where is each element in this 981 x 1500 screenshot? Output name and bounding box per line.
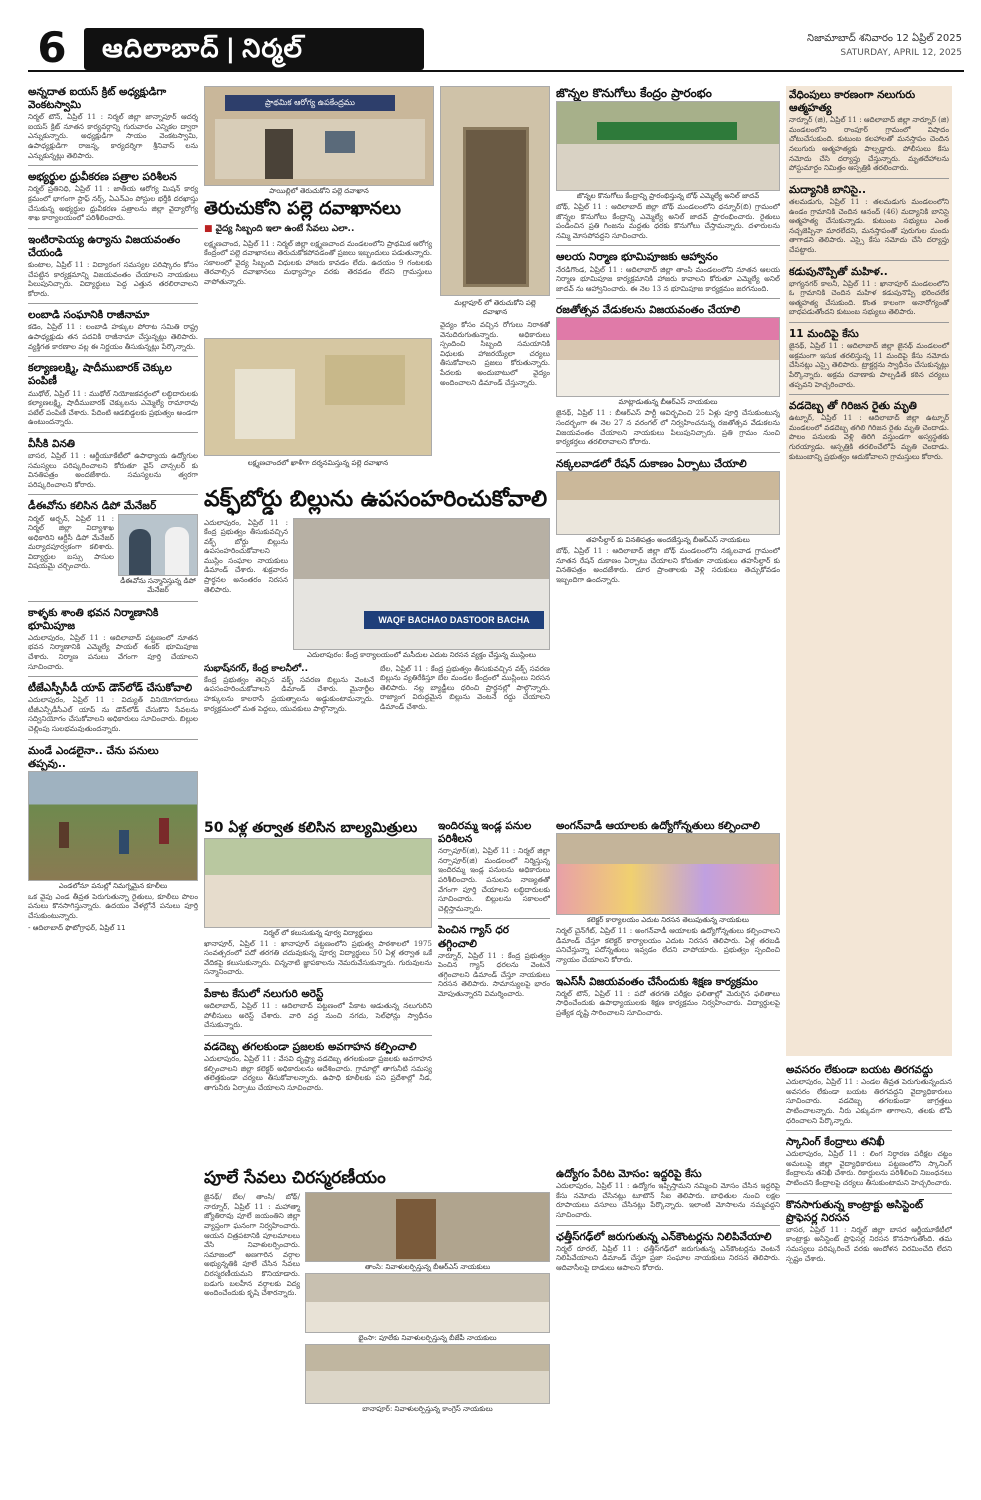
divider xyxy=(28,432,198,433)
group xyxy=(205,875,431,927)
column-1 xyxy=(28,86,198,1476)
date-telugu: నిజామాబాద్ శనివారం 12 ఏప్రిల్ 2025 xyxy=(807,33,962,44)
headline: కల్యాణలక్ష్మి, షాదీముబారక్ చెక్కుల పంపిణీ xyxy=(28,362,172,388)
story-body: ఎదులాపురం, ఏప్రిల్ 11 : వేసవి దృష్ట్యా వడదెబ్బ తగలకుండా ప్రజలకు అవగాహన కల్పించాలని జిల్లా కలెక్టర్ అధికారులను ఆదేశించారు. గ్రామాల్లో తాగునీటి సమస్య తలెత్తకుండా చర్యలు తీసుకోవాలన్నారు. ఉపాధి కూలీలకు పని ప్రదేశాల్లో నీడ, తాగునీరు ఏర్పాటు చేయాలని సూచించారు. xyxy=(204,1053,432,1092)
story xyxy=(28,438,198,490)
lead-text xyxy=(204,198,432,286)
waqf-headline: వక్ఫ్‌బోర్డు బిల్లును ఉపసంహరించుకోవాలి xyxy=(204,487,548,512)
section-title-2: నిర్మల్ xyxy=(242,34,303,64)
headline: మద్యానికి బానిసై.. xyxy=(789,183,866,196)
story-body: నర్సాపూర్(జి), ఏప్రిల్ 11 : నిర్మల్ జిల్లా నర్సాపూర్(జి) మండలంలో నిర్మిస్తున్న ఇందిరమ్మ ఇండ్ల పనులను అధికారులు పరిశీలించారు. పనులను నాణ్యతతో వేగంగా పూర్తి చేయాలని లబ్ధిదారులకు సూచించారు. బిల్లులను సకాలంలో చెల్లిస్తామన్నారు. xyxy=(438,846,550,913)
story xyxy=(28,86,198,160)
clinic-wall xyxy=(215,119,425,179)
group xyxy=(306,1371,549,1403)
protest-photo xyxy=(293,518,550,650)
divider xyxy=(28,494,198,495)
headline: 11 మందిపై కేసు xyxy=(789,328,859,340)
story-body: బోథ్, ఏప్రిల్ 11 : ఆదిలాబాద్ జిల్లా బోథ్ మండలంలోని ధన్నూర్(బి) గ్రామంలో జొన్నల కొనుగోలు కేంద్రాన్ని ఎమ్మెల్యే అనిల్ జాదవ్ ప్రారంభించారు. రైతులు పండించిన ప్రతి గింజను మద్దతు ధరకు కొనుగోలు చేస్తామన్నారు. దళారులను నమ్మి మోసపోవద్దని సూచించారు. xyxy=(556,202,780,240)
waqf-body-3: బేల, ఏప్రిల్ 11 : కేంద్ర ప్రభుత్వం తీసుకువచ్చిన వక్ఫ్ సవరణ బిల్లును వ్యతిరేకిస్తూ బేల మండల కేంద్రంలో ముస్లింలు నిరసన తెలిపారు. నల్ల బ్యాడ్జీలు ధరించి ప్రార్థనల్లో పాల్గొన్నారు. రాజ్యాంగ విరుద్ధమైన బిల్లును వెంటనే రద్దు చేయాలని డిమాండ్ చేశారు. xyxy=(380,663,550,711)
photo-caption: లక్ష్మణచాందలో ఖాళీగా దర్శనమిస్తున్న పల్లె దవాఖాన xyxy=(247,459,389,467)
headline: అంగన్‌వాడీ ఆయాలకు ఉద్యోగోన్నతులు కల్పించాలి xyxy=(556,820,760,832)
story-body: ఎదులాపురం, ఏప్రిల్ 11 : లింగ నిర్ధారణ పరీక్షల చట్టం అమలుపై జిల్లా వైద్యాధికారులు పట్టణంలోని స్కానింగ్ కేంద్రాలను తనిఖీ చేశారు. రికార్డులను పరిశీలించి నిబంధనలు పాటించని కేంద్రాలపై చర్యలు తీసుకుంటామని హెచ్చరించారు. xyxy=(786,1149,952,1187)
divider xyxy=(28,165,198,166)
story-body: ఎదులాపురం, ఏప్రిల్ 11 : ఉద్యోగం ఇప్పిస్తామని నమ్మించి మోసం చేసిన ఇద్దరిపై కేసు నమోదు చేసినట్లు టూటౌన్ సీఐ తెలిపారు. బాధితుల నుంచి లక్షల రూపాయలు వసూలు చేసినట్లు పేర్కొన్నారు. ఇలాంటి మోసాలను నమ్మవద్దని సూచించారు. xyxy=(556,1181,780,1219)
story xyxy=(28,682,198,734)
photo-caption: పాయిల్లిలో తెరుచుకోని పల్లె దవాఖాన xyxy=(269,187,369,195)
waqf-body: ఎదులాపురం, ఏప్రిల్ 11 : కేంద్ర ప్రభుత్వం తీసుకువచ్చిన వక్ఫ్ బోర్డు బిల్లును ఉపసంహరించుకోవాలని ముస్లిం సంఘాల నాయకులు డిమాండ్ చేశారు. శుక్రవారం ప్రార్థనల అనంతరం నిరసన తెలిపారు. xyxy=(204,517,288,594)
story xyxy=(556,304,780,447)
headline: ఇంటిరాపెయ్య ఉర్యాను విజయవంతం చేయండి xyxy=(28,233,181,259)
photo-caption: కలెక్టర్ కార్యాలయం ఎదుట నిరసన తెలుపుతున్న నాయకులు xyxy=(587,916,749,925)
divider xyxy=(438,918,550,919)
story-body: బాసర, ఏప్రిల్ 11 : ఆర్జీయూకేటీలో ఉపాధ్యాయ ఉద్యోగుల సమస్యలు పరిష్కరించాలని కోరుతూ వైస్ చాన్సలర్ కు వినతిపత్రం అందజేశారు. సమస్యలను త్వరగా పరిష్కరించాలని కోరారు. xyxy=(28,451,198,489)
story xyxy=(28,362,198,427)
story xyxy=(28,171,198,223)
clinic-door xyxy=(265,129,293,179)
clinic-window xyxy=(325,131,355,153)
headline: అన్నదాత ఐయస్ క్రిట్ అధ్యక్షుడిగా వెంకటస్వామి xyxy=(28,86,167,112)
story xyxy=(28,234,198,299)
masthead xyxy=(28,23,964,72)
section-title: ఆదిలాబాద్ | నిర్మల్ xyxy=(84,28,424,70)
jowar-centre-photo xyxy=(556,101,780,191)
statue xyxy=(396,1199,436,1259)
story-body: భాగ్యనగర్ కాలనీ, ఏప్రిల్ 11 : ఖానాపూర్ మండలంలోని ఓ గ్రామానికి చెందిన మహిళ కడుపునొప్పి భరించలేక ఆత్మహత్య చేసుకుంది. కొంత కాలంగా అనారోగ్యంతో బాధపడుతోందని కుటుంబ సభ్యులు తెలిపారు. xyxy=(789,278,949,317)
divider xyxy=(28,228,198,229)
headline: ఛత్తీస్‌గఢ్‌లో జరుగుతున్న ఎన్‌కౌంటర్లను నిలిపివేయాలి xyxy=(556,1230,772,1243)
petition-photo xyxy=(556,471,780,535)
story xyxy=(28,607,198,672)
headline: పూలే సేవలు చిరస్మరణీయం xyxy=(204,1168,386,1188)
waqf-body-2: కేంద్ర ప్రభుత్వం తెచ్చిన వక్ఫ్ సవరణ బిల్లును వెంటనే ఉపసంహరించుకోవాలని డిమాండ్ చేశారు. మైనార్టీల హక్కులను కాలరాసే ప్రయత్నాలను అడ్డుకుంటామన్నారు. కార్యక్రమంలో మత పెద్దలు, యువకులు పాల్గొన్నారు. xyxy=(204,674,374,713)
divider xyxy=(786,1193,952,1194)
lead-photo-row xyxy=(204,86,550,198)
women-group xyxy=(557,864,779,914)
waqf-photo-block xyxy=(293,518,550,661)
phule-photo-2 xyxy=(305,1273,550,1333)
story-body: తలమడుగు, ఏప్రిల్ 11 : తలమడుగు మండలంలోని ఉండం గ్రామానికి చెందిన ఆనంద్ (46) మద్యానికి బానిసై ఆత్మహత్య చేసుకున్నాడు. కుటుంబ సభ్యులు ఎంత నచ్చజెప్పినా మారలేదని, మనస్తాపంతో పురుగుల మందు తాగాడని తెలిపారు. ఎస్సై కేసు నమోదు చేసి దర్యాప్తు చేపట్టారు. xyxy=(789,196,949,254)
story-body: కడెం, ఏప్రిల్ 11 : లంబాడి హక్కుల పోరాట సమితి రాష్ట్ర ఉపాధ్యక్షుడు తన పదవికి రాజీనామా చేస్తున్నట్లు తెలిపారు. వ్యక్తిగత కారణాల వల్ల ఈ నిర్ణయం తీసుకున్నట్లు పేర్కొన్నారు. xyxy=(28,322,198,351)
story-row xyxy=(28,514,198,596)
divider xyxy=(556,1225,780,1226)
lead-story-block xyxy=(204,86,550,482)
anganwadi-photo xyxy=(556,833,780,915)
clinic-signboard: ప్రాథమిక ఆరోగ్య ఉపకేంద్రము xyxy=(225,95,395,111)
photo-caption: మాట్లాడుతున్న బీఆర్ఎస్ నాయకులు xyxy=(618,398,718,407)
clinic-door-photo xyxy=(440,86,550,296)
headline: అవసరం లేకుండా బయట తిరగవద్దు xyxy=(786,1064,933,1076)
story-body: జైనథ్, ఏప్రిల్ 11 : ఆదిలాబాద్ జిల్లా జైనథ్ మండలంలో అక్రమంగా ఇసుక తరలిస్తున్న 11 మందిపై కేసు నమోదు చేసినట్లు ఎస్సై తెలిపారు. ట్రాక్టర్లను స్వాధీనం చేసుకున్నట్లు పేర్కొన్నారు. అక్రమ రవాణాకు పాల్పడితే కఠిన చర్యలు తప్పవని హెచ్చరించారు. xyxy=(789,341,949,389)
story-body: నేరడిగొండ, ఏప్రిల్ 11 : ఆదిలాబాద్ జిల్లా తాంసి మండలంలోని నూతన ఆలయ నిర్మాణ భూమిపూజ కార్యక్రమానికి హాజరు కావాలని కోరుతూ ఎమ్మెల్యే అనిల్ జాదవ్ ను ఆహ్వానించారు. ఈ నెల 13 న భూమిపూజ కార్యక్రమం జరగనుంది. xyxy=(556,264,780,293)
divider xyxy=(789,394,949,395)
divider xyxy=(789,260,949,261)
dateline xyxy=(807,32,962,60)
photo-caption: డీఈవోను సన్మానిస్తున్న డిపో మేనేజర్ xyxy=(120,576,196,594)
group xyxy=(557,500,779,534)
protest-banner: WAQF BACHAO DASTOOR BACHA xyxy=(364,611,544,629)
headline: రజతోత్సవ వేడుకలను విజయవంతం చేయాలి xyxy=(556,304,741,317)
lead-body-2: వైద్యం కోసం వచ్చిన రోగులు నిరాశతో వెనుదిరుగుతున్నారు. అధికారులు స్పందించి సిబ్బంది సమయానికి విధులకు హాజరయ్యేలా చర్యలు తీసుకోవాలని ప్రజలు కోరుతున్నారు. పేదలకు అందుబాటులో వైద్యం అందించాలని డిమాండ్ చేస్తున్నారు. xyxy=(440,320,550,387)
divider xyxy=(789,322,949,323)
story-body: జైనథ్, ఏప్రిల్ 11 : బీఆర్ఎస్ పార్టీ ఆవిర్భవించి 25 ఏళ్లు పూర్తి చేసుకుంటున్న సందర్భంగా ఈ నెల 27 న వరంగల్ లో నిర్వహించనున్న రజతోత్సవ వేడుకలను విజయవంతం చేయాలని నాయకులు పిలుపునిచ్చారు. ప్రతి గ్రామం నుంచి కార్యకర్తలు తరలిరావాలని కోరారు. xyxy=(556,408,780,447)
story-body: ఎదులాపురం, ఏప్రిల్ 11 : విద్యుత్ వినియోగదారులు టీజీఎన్పీడీసీఎల్ యాప్ ను డౌన్‌లోడ్ చేసుకొని సేవలను సద్వినియోగం చేసుకోవాలని అధికారులు సూచించారు. బిల్లుల చెల్లింపు సులభమవుతుందన్నారు. xyxy=(28,695,198,734)
headline: ఇఎస్‌సీ విజయవంతం చేసేందుకు శిక్షణ కార్యక్రమం xyxy=(556,975,758,988)
story-body: నిర్మల్ రూరల్, ఏప్రిల్ 11 : ఛత్తీస్‌గఢ్‌లో జరుగుతున్న ఎన్‌కౌంటర్లను వెంటనే నిలిపివేయాలని డిమాండ్ చేస్తూ ప్రజా సంఘాల నాయకులు నిరసన తెలిపారు. ఆదివాసీలపై దాడులు ఆపాలని కోరారు. xyxy=(556,1243,780,1272)
story-body: ఖానాపూర్, ఏప్రిల్ 11 : ఖానాపూర్ పట్టణంలోని ప్రభుత్వ పాఠశాలలో 1975 సంవత్సరంలో పదో తరగతి చదువుకున్న పూర్వ విద్యార్థులు 50 ఏళ్ల తర్వాత ఒకే వేదికపై కలుసుకున్నారు. చిన్ననాటి జ్ఞాపకాలను నెమరువేసుకున్నారు. గురువులను సన్మానించారు. xyxy=(204,938,432,977)
divider xyxy=(28,601,198,602)
divider xyxy=(556,245,780,246)
story-photo xyxy=(118,514,198,576)
group xyxy=(306,1302,549,1332)
clinic-interior-photo xyxy=(204,338,432,456)
divider xyxy=(556,970,780,971)
party-scarves xyxy=(597,122,737,140)
headline: పెంచిన గ్యాస్ ధర తగ్గించాలి xyxy=(438,924,510,950)
photo-caption: నిర్మల్ లో కలుసుకున్న పూర్వ విద్యార్థులు xyxy=(263,928,373,937)
headline: అభ్యర్థుల ధ్రువీకరణ పత్రాల పరిశీలన xyxy=(28,171,177,184)
story-body: నార్నూర్ (జి), ఏప్రిల్ 11 : ఆదిలాబాద్ జిల్లా నార్నూర్ (జి) మండలంలోని రాంపూర్ గ్రామంలో విషాదం చోటుచేసుకుంది. కుటుంబ కలహాలతో మనస్తాపం చెందిన నలుగురు ఆత్మహత్యకు పాల్పడ్డారు. పోలీసులు కేసు నమోదు చేసి దర్యాప్తు చేస్తున్నారు. మృతదేహాలను పోస్టుమార్టం నిమిత్తం ఆస్పత్రికి తరలించారు. xyxy=(789,115,949,173)
person-figure xyxy=(129,529,151,575)
friends-photo xyxy=(204,838,432,928)
headline: టీజేఎస్పీసీడీ యాప్ డౌన్‌లోడ్ చేసుకోవాలి xyxy=(28,682,193,695)
page-number: 6 xyxy=(37,23,67,72)
headline: స్కానింగ్ కేంద్రాలు తనిఖీ xyxy=(786,1136,885,1149)
headline: కాళ్ళకు శాంతి భవన నిర్మాణానికి భూమిపూజ xyxy=(28,606,159,632)
story-body: కుంటాల, ఏప్రిల్ 11 : విద్యారంగ సమస్యల పరిష్కారం కోసం చేపట్టిన కార్యక్రమాన్ని విజయవంతం చేయాలని నాయకులు పిలుపునిచ్చారు. విద్యార్థులు పెద్ద ఎత్తున తరలిరావాలని కోరారు. xyxy=(28,259,198,298)
divider xyxy=(204,1035,432,1036)
story xyxy=(789,184,949,255)
wall-panel xyxy=(325,355,405,405)
headline: ఆలయ నిర్మాణ భూమిపూజకు ఆహ్వానం xyxy=(556,251,718,264)
waqf-row xyxy=(204,518,550,661)
divider xyxy=(28,303,198,304)
story-body: నిర్మల్ టౌన్, ఏప్రిల్ 11 : పదో తరగతి పరీక్షల ఫలితాల్లో మెరుగైన ఫలితాలు సాధించేందుకు ఉపాధ్యాయులకు శిక్షణ కార్యక్రమం నిర్వహించారు. విద్యార్థులపై ప్రత్యేక దృష్టి సారించాలని సూచించారు. xyxy=(556,988,780,1017)
story-body: ముథోల్, ఏప్రిల్ 11 : ముథోల్ నియోజకవర్గంలో లబ్ధిదారులకు కల్యాణలక్ష్మి, షాదీముబారక్ చెక్కులను ఎమ్మెల్యే రామారావు పటేల్ పంపిణీ చేశారు. పేదింటి ఆడబిడ్డలకు ప్రభుత్వం అండగా ఉంటుందన్నారు. xyxy=(28,388,198,427)
clinic-photo xyxy=(204,86,434,186)
phule-block xyxy=(204,1168,550,1484)
photo-caption: భైంసా: పూలేకు నివాళులర్పిస్తున్న బీజేపీ నాయకులు xyxy=(358,1334,497,1343)
closed-door xyxy=(463,127,529,287)
story xyxy=(786,1136,952,1188)
worker-figure xyxy=(59,822,69,848)
waqf-col-a xyxy=(204,664,374,714)
seated-leaders xyxy=(557,360,779,396)
photo-caption: ఎదులాపురం: కేంద్ర కార్యాలయంలో మసీదుల ఎదుట నిరసన వ్యక్తం చేస్తున్న ముస్లింలు xyxy=(307,650,536,659)
headline: మండే ఎండలైనా.. చేను పనులు తప్పవు.. xyxy=(28,744,159,770)
worker-figure xyxy=(119,830,129,854)
brs-meeting-photo xyxy=(556,317,780,397)
phule-photos xyxy=(305,1192,550,1415)
waqf-story-block xyxy=(204,486,550,814)
lead-body: లక్ష్మణచాంద, ఏప్రిల్ 11 : నిర్మల్ జిల్లా లక్ష్మణచాంద మండలంలోని ప్రాథమిక ఆరోగ్య కేంద్రంలో పల్లె దవాఖానలు తెరుచుకోకపోవడంతో ప్రజలు ఇబ్బందులు పడుతున్నారు. సకాలంలో వైద్య సిబ్బంది విధులకు హాజరు కావడం లేదు. ఉదయం 9 గంటలకు తెరవాల్సిన దవాఖానలు మధ్యాహ్నం వరకు తెరవడం లేదని గ్రామస్తులు వాపోతున్నారు. xyxy=(204,238,432,286)
headline: 50 ఏళ్ల తర్వాత కలిసిన బాల్యమిత్రులు xyxy=(204,820,418,836)
sink xyxy=(235,369,295,439)
story xyxy=(789,266,949,318)
lead-headline: తెరుచుకోని పల్లె దవాఖానలు xyxy=(204,198,402,219)
phule-photo-1 xyxy=(305,1192,550,1262)
divider xyxy=(28,739,198,740)
story-body: జైనథ్/ బేల/ తాంసి/ బోథ్/ నార్నూర్, ఏప్రిల్ 11 : మహాత్మా జ్యోతిరావు పూలే జయంతిని జిల్లా వ్యాప్తంగా ఘనంగా నిర్వహించారు. ఆయన చిత్రపటానికి పూలమాలలు వేసి నివాళులర్పించారు. సమాజంలో అణగారిన వర్గాల అభ్యున్నతికి పూలే చేసిన సేవలు చిరస్మరణీయమని కొనియాడారు. బడుగు బలహీన వర్గాలకు విద్య అందించేందుకు కృషి చేశారన్నారు. xyxy=(204,1192,300,1298)
story xyxy=(789,328,949,389)
farm-photo xyxy=(28,771,198,881)
headline: వేధింపులు కారణంగా నలుగురు ఆత్మహత్య xyxy=(789,89,916,115)
story-body: ఆదిలాబాద్, ఏప్రిల్ 11 : ఆదిలాబాద్ పట్టణంలో పేకాట ఆడుతున్న నలుగురిని పోలీసులు అరెస్ట్ చేశారు. వారి వద్ద నుంచి నగదు, సెల్‌ఫోన్లు స్వాధీనం చేసుకున్నారు. xyxy=(204,1001,432,1030)
photo-caption: తాంసి: నివాళులర్పిస్తున్న బీఆర్ఎస్ నాయకులు xyxy=(364,1263,491,1272)
story xyxy=(786,1199,952,1264)
crowd xyxy=(557,144,779,190)
story-body: నిర్మల్ అర్బన్, ఏప్రిల్ 11 : నిర్మల్ జిల్లా విద్యాశాఖ అధికారిని ఆర్టీసీ డిపో మేనేజర్ మర్యాదపూర్వకంగా కలిశారు. విద్యార్థుల బస్సు పాసుల విషయమై చర్చించారు. xyxy=(28,513,114,571)
lead-kicker: ■ వైద్య సిబ్బంది ఇలా ఉంటే సేవలు ఎలా.. xyxy=(204,224,432,236)
story xyxy=(789,400,949,461)
story xyxy=(28,309,198,351)
divider xyxy=(789,178,949,179)
headline: పేకాట కేసులో నలుగురి అరెస్ట్ xyxy=(204,987,324,1000)
divider xyxy=(786,1130,952,1131)
divider xyxy=(28,676,198,677)
divider xyxy=(28,356,198,357)
divider xyxy=(204,982,432,983)
column-4-lower xyxy=(786,1064,952,1484)
headline: వడదెబ్బ తగలకుండా ప్రజలకు అవగాహన కల్పించాలి xyxy=(204,1040,417,1053)
divider xyxy=(556,452,780,453)
story-body: బోథ్, ఏప్రిల్ 11 : ఆదిలాబాద్ జిల్లా బోథ్ మండలంలోని నక్కలవాడ గ్రామంలో నూతన రేషన్ దుకాణం ఏర్పాటు చేయాలని కోరుతూ నాయకులు తహసీల్దార్ కు వినతిపత్రం అందజేశారు. దూర ప్రాంతాలకు వెళ్లి సరుకులు తెచ్చుకోవడం ఇబ్బందిగా ఉందన్నారు. xyxy=(556,545,780,584)
story xyxy=(556,86,780,240)
photo-caption: తహసీల్దార్ కు వినతిపత్రం అందజేస్తున్న బీఆర్ఎస్ నాయకులు xyxy=(586,535,750,544)
story xyxy=(28,500,198,595)
story-body: నిర్మల్ టౌన్, ఏప్రిల్ 11 : నిర్మల్ జిల్లా జాన్నాపూర్ ఆదర్శ ఐయస్ క్రిట్ నూతన కార్యవర్గాన్ని గురువారం ఎన్నికల ద్వారా ఎన్నుకున్నారు. అధ్యక్షుడిగా సాయం వెంకటస్వామి, ఉపాధ్యక్షుడిగా రాజన్న, కార్యదర్శిగా శ్రీనివాస్ లను ఎన్నుకున్నట్లు తెలిపారు. xyxy=(28,112,198,160)
story-body: ఉట్నూర్, ఏప్రిల్ 11 : ఆదిలాబాద్ జిల్లా ఉట్నూర్ మండలంలో వడదెబ్బ తగిలి గిరిజన రైతు మృతి చెందాడు. పొలం పనులకు వెళ్లి తిరిగి వస్తుండగా అస్వస్థతకు గురయ్యాడు. ఆస్పత్రికి తరలించేలోపే మృతి చెందాడు. కుటుంబాన్ని ప్రభుత్వం ఆదుకోవాలని గ్రామస్తులు కోరారు. xyxy=(789,413,949,461)
job-fraud-block xyxy=(556,1168,780,1484)
column-3 xyxy=(556,86,780,814)
headline: డీఈవోను కలిసిన డిపో మేనేజర్ xyxy=(28,500,157,513)
photo-caption: బానాపూర్: నివాళులర్పిస్తున్న కాంగ్రెస్ నాయకులు xyxy=(362,1405,493,1414)
headline: కడుపునొప్పితో మహిళ.. xyxy=(789,265,888,278)
worker-figure xyxy=(159,818,169,844)
phule-photo-3 xyxy=(305,1344,550,1404)
photo-credit: - ఆదిలాబాద్ ఫొటోగ్రాఫర్, ఏప్రిల్ 11 xyxy=(28,923,126,932)
story xyxy=(786,1064,952,1125)
divider xyxy=(556,298,780,299)
story xyxy=(28,745,198,934)
headline: వీసీకి వినతి xyxy=(28,437,76,450)
waqf-bottom xyxy=(204,664,550,714)
column-4 xyxy=(786,86,952,1056)
story xyxy=(556,251,780,293)
headline: జొన్నల కొనుగోలు కేంద్రం ప్రారంభం xyxy=(556,86,712,100)
photo-caption: ఎండలోనూ పనుల్లో నిమగ్నమైన కూలీలు xyxy=(58,881,168,890)
photo-caption: జొన్నల కొనుగోలు కేంద్రాన్ని ప్రారంభిస్తున్న బోథ్ ఎమ్మెల్యే అనిల్ జాదవ్ xyxy=(576,192,760,200)
story xyxy=(556,458,780,585)
story-body: బాసర, ఏప్రిల్ 11 : నిర్మల్ జిల్లా బాసర ఆర్జీయూకేటీలో కాంట్రాక్టు అసిస్టెంట్ ప్రొఫెసర్ల నిరసన కొనసాగుతోంది. తమ సమస్యలు పరిష్కరించే వరకు ఆందోళన విరమించేది లేదని స్పష్టం చేశారు. xyxy=(786,1224,952,1263)
story xyxy=(789,89,949,173)
story-body: నిర్మల్ చైన్‌గేట్, ఏప్రిల్ 11 : అంగన్‌వాడీ ఆయాలకు ఉద్యోగోన్నతులు కల్పించాలని డిమాండ్ చేస్తూ కలెక్టర్ కార్యాలయం ఎదుట నిరసన తెలిపారు. ఏళ్ల తరబడి పనిచేస్తున్నా పదోన్నతులు ఇవ్వడం లేదని వాపోయారు. ప్రభుత్వం స్పందించి న్యాయం చేయాలని కోరారు. xyxy=(556,926,780,964)
story-body: నార్నూర్, ఏప్రిల్ 11 : కేంద్ర ప్రభుత్వం పెంచిన గ్యాస్ ధరలను వెంటనే తగ్గించాలని డిమాండ్ చేస్తూ నాయకులు నిరసన తెలిపారు. సామాన్యులపై భారం మోపుతున్నారని విమర్శించారు. xyxy=(438,950,550,999)
headline: వడదెబ్బ తో గిరిజన రైతు మృతి xyxy=(789,400,917,413)
story-body: ఒక వైపు ఎండ తీవ్రత పెరుగుతున్నా రైతులు, కూలీలు పొలం పనులు కొనసాగిస్తున్నారు. ఉదయం వేళల్లోనే పనులు పూర్తి చేసుకుంటున్నారు. xyxy=(28,891,198,921)
story-body: ఎదులాపురం, ఏప్రిల్ 11 : ఎండల తీవ్రత పెరుగుతున్నందున అవసరం లేకుండా బయట తిరగవద్దని వైద్యాధికారులు సూచించారు. వడదెబ్బ తగలకుండా జాగ్రత్తలు పాటించాలన్నారు. నీరు ఎక్కువగా తాగాలని, తలకు టోపీ ధరించాలని పేర్కొన్నారు. xyxy=(786,1077,952,1125)
story-body: ఎదులాపురం, ఏప్రిల్ 11 : ఆదిలాబాద్ పట్టణంలో నూతన భవన నిర్మాణానికి ఎమ్మెల్యే పాయల్ శంకర్ భూమిపూజ చేశారు. నిర్మాణ పనులు వేగంగా పూర్తి చేయాలని సూచించారు. xyxy=(28,632,198,671)
headline: ఉద్యోగం పేరిట మోసం: ఇద్దరిపై కేసు xyxy=(556,1168,702,1180)
section-title-1: ఆదిలాబాద్ xyxy=(102,34,220,64)
pink-banner xyxy=(557,318,779,340)
waqf-subhead: సుభాష్‌నగర్, కేంద్ర కాలనీలో.. xyxy=(204,663,309,674)
story-body: నిర్మల్ ప్రతినిధి, ఏప్రిల్ 11 : జాతీయ ఆరోగ్య మిషన్ కార్య క్రమంలో భాగంగా స్టాఫ్ నర్స్, ఏఎన్ఎం పోస్టుల భర్తీకి దరఖాస్తు చేసుకున్న అభ్యర్థుల ధ్రువీకరణ పత్రాలను జిల్లా వైద్యారోగ్య శాఖ కార్యాలయంలో పరిశీలించారు. xyxy=(28,184,198,223)
headline: నక్కలవాడలో రేషన్ దుకాణం ఏర్పాటు చేయాలి xyxy=(556,457,747,470)
anganwadi-block xyxy=(556,820,780,1160)
date-english: SATURDAY, APRIL 12, 2025 xyxy=(840,48,962,58)
phule-row xyxy=(204,1192,550,1415)
headline: ఇందిరమ్మ ఇండ్ల పనుల పరిశీలన xyxy=(438,820,532,846)
indiramma-block xyxy=(438,820,550,1160)
photo-caption: మల్లాపూర్ లో తెరుచుకోని పల్లె దవాఖాన xyxy=(454,299,536,316)
photo-block xyxy=(118,514,198,596)
headline: లంబాడి సంఘానికి రాజీనామా xyxy=(28,309,150,322)
headline: కొనసాగుతున్న కాంట్రాక్టు అసిస్టెంట్ ప్రొఫెసర్ల నిరసన xyxy=(786,1198,923,1224)
friends-block xyxy=(204,820,432,1160)
person-figure xyxy=(165,527,189,575)
